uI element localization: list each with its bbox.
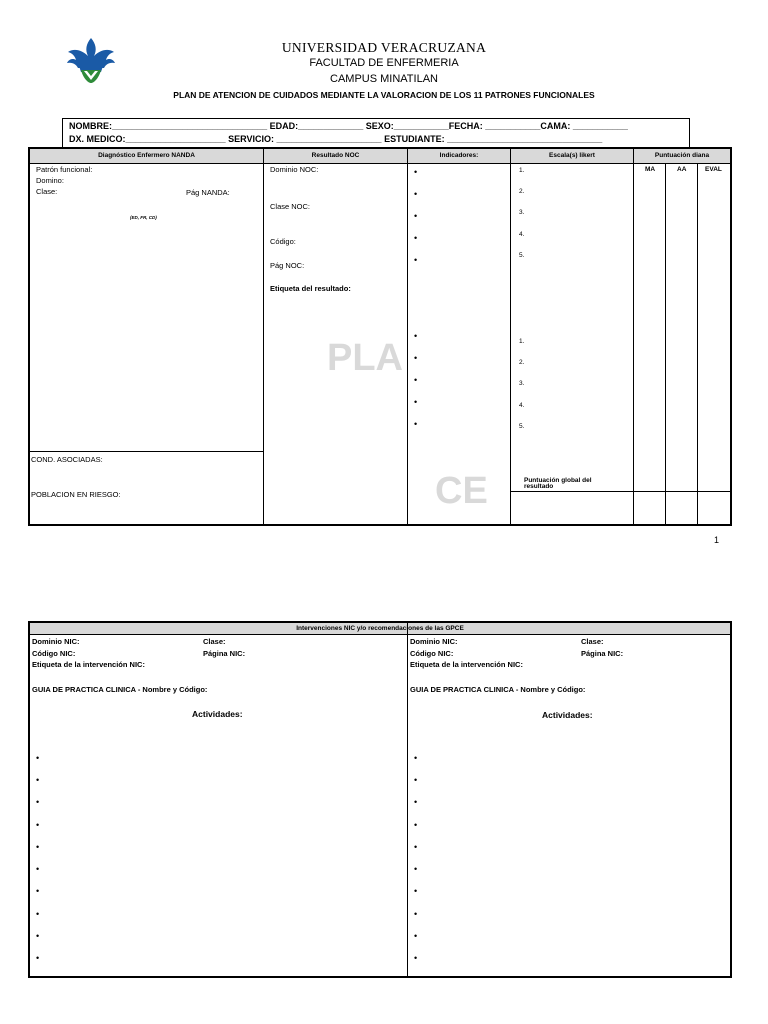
nic-dominio-right: Dominio NIC:	[410, 637, 458, 646]
patient-info-box	[62, 118, 690, 147]
col-divider	[407, 149, 408, 524]
nic-clase-left: Clase:	[203, 637, 226, 646]
likert-item: 5.	[519, 252, 525, 259]
indicador-bullet: •	[414, 331, 418, 341]
activity-bullet: •	[36, 753, 40, 763]
campus-name: CAMPUS MINATILAN	[330, 73, 438, 85]
diana-eval: EVAL	[705, 166, 722, 173]
header-noc: Resultado NOC	[264, 149, 407, 164]
activity-bullet: •	[414, 820, 418, 830]
activity-bullet: •	[414, 931, 418, 941]
nanda-pag: Pág NANDA:	[186, 188, 230, 197]
activity-bullet: •	[36, 820, 40, 830]
nic-clase-right: Clase:	[581, 637, 604, 646]
nic-table	[28, 621, 732, 978]
nanda-ed-fr-cd: (ED, FR, CD)	[130, 215, 157, 220]
col-divider	[633, 149, 634, 524]
likert-item: 2.	[519, 188, 525, 195]
nic-actividades-right: Actividades:	[542, 710, 593, 720]
nic-codigo-right: Código NIC:	[410, 649, 454, 658]
indicador-bullet: •	[414, 397, 418, 407]
activity-bullet: •	[36, 797, 40, 807]
indicador-bullet: •	[414, 353, 418, 363]
faculty-name: FACULTAD DE ENFERMERIA	[309, 57, 459, 69]
nic-header: Intervenciones NIC y/o recomendaciones de las GPCE	[30, 623, 730, 635]
activity-bullet: •	[36, 886, 40, 896]
noc-dominio: Dominio NOC:	[270, 165, 319, 174]
activity-bullet: •	[36, 953, 40, 963]
header-likert: Escala(s) likert	[511, 149, 633, 164]
activity-bullet: •	[414, 753, 418, 763]
watermark-pla: PLA	[327, 337, 403, 379]
row-divider	[30, 451, 263, 452]
likert-item: 1.	[519, 338, 525, 345]
patient-row-2[interactable]: DX. MEDICO:____________________ SERVICIO: _____________________ ESTUDIANTE: _______________________________	[69, 134, 603, 144]
activity-bullet: •	[414, 797, 418, 807]
activity-bullet: •	[36, 775, 40, 785]
activity-bullet: •	[414, 886, 418, 896]
activity-bullet: •	[414, 864, 418, 874]
noc-etiqueta: Etiqueta del resultado:	[270, 284, 351, 293]
care-plan-table	[28, 147, 732, 526]
indicador-bullet: •	[414, 189, 418, 199]
activity-bullet: •	[36, 931, 40, 941]
likert-item: 1.	[519, 167, 525, 174]
nanda-clase: Clase:	[36, 187, 58, 196]
diana-ma: MA	[645, 166, 656, 173]
nic-guia-left: GUIA DE PRACTICA CLINICA - Nombre y Código:	[32, 685, 208, 694]
col-divider	[697, 163, 698, 524]
patient-row-1[interactable]: NOMBRE:_______________________________ EDAD:_____________ SEXO:___________FECHA: ___________CAMA: ___________	[69, 121, 628, 131]
university-name: UNIVERSIDAD VERACRUZANA	[281, 40, 487, 55]
nanda-dominio: Domino:	[36, 176, 64, 185]
noc-codigo: Código:	[270, 237, 296, 246]
diana-aa: AA	[677, 166, 687, 173]
indicador-bullet: •	[414, 255, 418, 265]
activity-bullet: •	[414, 909, 418, 919]
nanda-poblacion-riesgo: POBLACION EN RIESGO:	[31, 490, 121, 499]
puntuacion-global: Puntuación global del resultado	[524, 477, 592, 490]
noc-clase: Clase NOC:	[270, 202, 311, 211]
col-divider	[510, 149, 511, 524]
header-indicadores: Indicadores:	[408, 149, 510, 164]
likert-item: 2.	[519, 359, 525, 366]
nic-codigo-left: Código NIC:	[32, 649, 76, 658]
nic-actividades-left: Actividades:	[192, 709, 243, 719]
nanda-cond-asociadas: COND. ASOCIADAS:	[31, 455, 103, 464]
likert-item: 3.	[519, 380, 525, 387]
plan-title: PLAN DE ATENCION DE CUIDADOS MEDIANTE LA VALORACION DE LOS 11 PATRONES FUNCIONALES	[173, 90, 595, 100]
col-divider	[263, 149, 264, 524]
indicador-bullet: •	[414, 375, 418, 385]
activity-bullet: •	[414, 775, 418, 785]
nanda-patron: Patrón funcional:	[36, 165, 93, 174]
activity-bullet: •	[414, 953, 418, 963]
nic-dominio-left: Dominio NIC:	[32, 637, 80, 646]
activity-bullet: •	[414, 842, 418, 852]
activity-bullet: •	[36, 842, 40, 852]
nic-pagina-left: Página NIC:	[203, 649, 246, 658]
nic-etiqueta-right: Etiqueta de la intervención NIC:	[410, 660, 523, 669]
activity-bullet: •	[36, 864, 40, 874]
watermark-ce: CE	[435, 470, 488, 512]
likert-item: 4.	[519, 402, 525, 409]
likert-item: 4.	[519, 231, 525, 238]
nic-guia-right: GUIA DE PRACTICA CLINICA - Nombre y Código:	[410, 685, 586, 694]
indicador-bullet: •	[414, 211, 418, 221]
activity-bullet: •	[36, 909, 40, 919]
header-nanda: Diagnóstico Enfermero NANDA	[30, 149, 263, 164]
nic-pagina-right: Página NIC:	[581, 649, 624, 658]
likert-item: 3.	[519, 209, 525, 216]
indicador-bullet: •	[414, 419, 418, 429]
indicador-bullet: •	[414, 167, 418, 177]
row-divider	[510, 491, 730, 492]
page-number: 1	[714, 535, 720, 545]
header-puntuacion-diana: Puntuación diana	[634, 149, 730, 164]
likert-item: 5.	[519, 423, 525, 430]
nic-etiqueta-left: Etiqueta de la intervención NIC:	[32, 660, 145, 669]
col-divider	[407, 623, 408, 976]
noc-pag: Pág NOC:	[270, 261, 305, 270]
col-divider	[665, 163, 666, 524]
indicador-bullet: •	[414, 233, 418, 243]
